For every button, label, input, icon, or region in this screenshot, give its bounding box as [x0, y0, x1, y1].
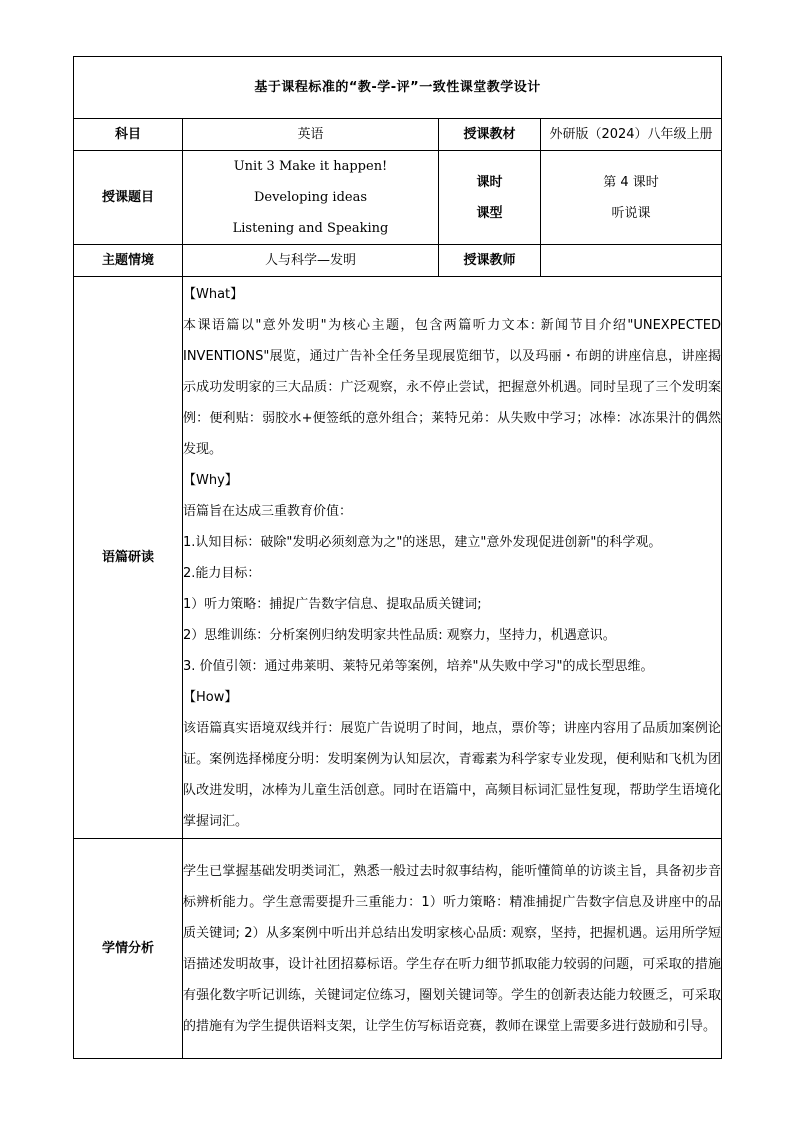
- teacher-value: [541, 245, 722, 277]
- analysis-label: 语篇研读: [74, 277, 183, 839]
- why-heading: 【Why】: [183, 472, 238, 488]
- analysis-row: [74, 277, 722, 839]
- learners-row: [74, 839, 722, 1059]
- why-cognitive-goal: 1.认知目标：破除"发明必须刻意为之"的迷思，建立"意外发现促进创新"的科学观。: [183, 534, 662, 550]
- type-value: 听说课: [611, 205, 651, 221]
- learners-content: [183, 839, 722, 1059]
- topic-line-skill: Listening and Speaking: [232, 221, 389, 236]
- analysis-content: [183, 277, 722, 839]
- subject-row: [74, 119, 722, 151]
- period-type-labels: [439, 151, 541, 245]
- type-label: 课型: [476, 205, 503, 221]
- why-value-guidance: 3. 价值引领：通过弗莱明、莱特兄弟等案例，培养"从失败中学习"的成长型思维。: [183, 658, 654, 674]
- lesson-design-table: [73, 56, 722, 1059]
- title-row: [74, 57, 722, 119]
- learners-label: 学情分析: [74, 839, 183, 1059]
- why-intro: 语篇旨在达成三重教育价值：: [183, 503, 353, 519]
- why-ability-goal: 2.能力目标：: [183, 565, 261, 581]
- theme-row: [74, 245, 722, 277]
- period-label: 课时: [476, 174, 503, 190]
- document-title: 基于课程标准的“教-学-评”一致性课堂教学设计: [74, 57, 722, 119]
- topic-line-unit: Unit 3 Make it happen!: [233, 159, 388, 174]
- textbook-value: 外研版（2024）八年级上册: [541, 119, 722, 151]
- what-paragraph: 本课语篇以"意外发明"为核心主题，包含两篇听力文本: 新闻节目介绍"UNEXPECTED INVENTIONS"展览，通过广告补全任务呈现展览细节，以及玛丽・布朗的讲座信息，讲座揭示成功发明家的三大品质：广泛观察，永不停止尝试，把握意外机遇。同时呈现了三个发明案例：便利贴：弱胶水+便签纸的意外组合；莱特兄弟：从失败中学习；冰棒：冰冻果汁的偶然发现。: [183, 317, 722, 457]
- theme-value: 人与科学—发明: [183, 245, 439, 277]
- topic-value: [183, 151, 439, 245]
- subject-label: 科目: [74, 119, 183, 151]
- period-value: 第 4 课时: [603, 174, 659, 190]
- period-type-values: [541, 151, 722, 245]
- topic-row: [74, 151, 722, 245]
- learners-paragraph: 学生已掌握基础发明类词汇，熟悉一般过去时叙事结构，能听懂简单的访谈主旨，具备初步音标辨析能力。学生意需要提升三重能力：1）听力策略：精准捕捉广告数字信息及讲座中的品质关键词; 2）从多案例中听出并总结出发明家核心品质: 观察，坚持，把握机遇。运用所学短语描述发明故事，设计社团招募标语。学生存在听力细节抓取能力较弱的问题，可采取的措施有强化数字听记训练，关键词定位练习，圈划关键词等。学生的创新表达能力较匮乏，可采取的措施有为学生提供语料支架，让学生仿写标语竞赛，教师在课堂上需要多进行鼓励和引导。: [183, 863, 722, 1034]
- topic-line-section: Developing ideas: [253, 190, 368, 205]
- theme-label: 主题情境: [74, 245, 183, 277]
- what-heading: 【What】: [183, 286, 244, 302]
- why-thinking-training: 2）思维训练：分析案例归纳发明家共性品质: 观察力，坚持力，机遇意识。: [183, 627, 616, 643]
- topic-label: 授课题目: [74, 151, 183, 245]
- how-paragraph: 该语篇真实语境双线并行：展览广告说明了时间，地点，票价等；讲座内容用了品质加案例论证。案例选择梯度分明：发明案例为认知层次，青霉素为科学家专业发现，便利贴和飞机为团队改进发明，冰棒为儿童生活创意。同时在语篇中，高频目标词汇显性复现，帮助学生语境化掌握词汇。: [183, 720, 722, 829]
- why-listening-strategy: 1）听力策略：捕捉广告数字信息、提取品质关键词;: [183, 596, 482, 612]
- subject-value: 英语: [183, 119, 439, 151]
- how-heading: 【How】: [183, 689, 238, 705]
- teacher-label: 授课教师: [439, 245, 541, 277]
- textbook-label: 授课教材: [439, 119, 541, 151]
